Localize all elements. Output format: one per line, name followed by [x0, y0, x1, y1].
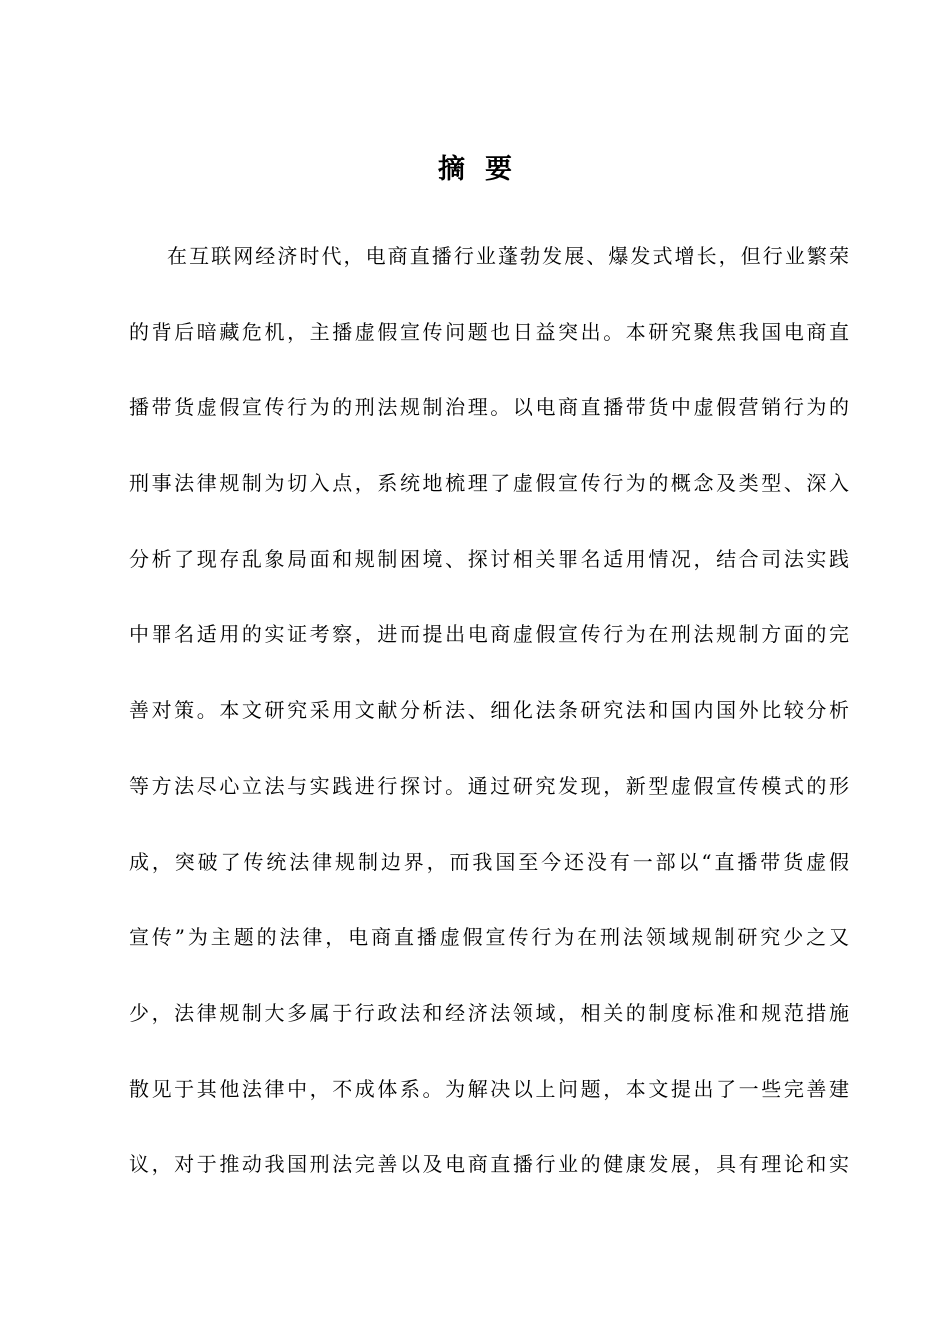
abstract-line: 成，突破了传统法律规制边界，而我国至今还没有一部以“直播带货虚假	[129, 849, 849, 874]
abstract-line: 的背后暗藏危机，主播虚假宣传问题也日益突出。本研究聚焦我国电商直	[129, 319, 849, 344]
abstract-line: 分析了现存乱象局面和规制困境、探讨相关罪名适用情况，结合司法实践	[129, 546, 849, 571]
abstract-line: 少，法律规制大多属于行政法和经济法领域，相关的制度标准和规范措施	[129, 1000, 849, 1025]
abstract-line: 等方法尽心立法与实践进行探讨。通过研究发现，新型虚假宣传模式的形	[129, 773, 849, 798]
abstract-line: 在互联网经济时代，电商直播行业蓬勃发展、爆发式增长，但行业繁荣	[167, 244, 849, 268]
abstract-body	[129, 236, 849, 1220]
abstract-line: 宣传”为主题的法律，电商直播虚假宣传行为在刑法领域规制研究少之又	[129, 925, 849, 950]
abstract-line: 散见于其他法律中，不成体系。为解决以上问题，本文提出了一些完善建	[129, 1076, 849, 1101]
abstract-line: 播带货虚假宣传行为的刑法规制治理。以电商直播带货中虚假营销行为的	[129, 395, 849, 420]
page-title: 摘要	[438, 154, 532, 185]
abstract-line: 中罪名适用的实证考察，进而提出电商虚假宣传行为在刑法规制方面的完	[129, 622, 849, 647]
abstract-line: 善对策。本文研究采用文献分析法、细化法条研究法和国内国外比较分析	[129, 698, 849, 723]
abstract-line: 议，对于推动我国刑法完善以及电商直播行业的健康发展，具有理论和实	[129, 1152, 849, 1177]
abstract-line: 刑事法律规制为切入点，系统地梳理了虚假宣传行为的概念及类型、深入	[129, 471, 849, 496]
